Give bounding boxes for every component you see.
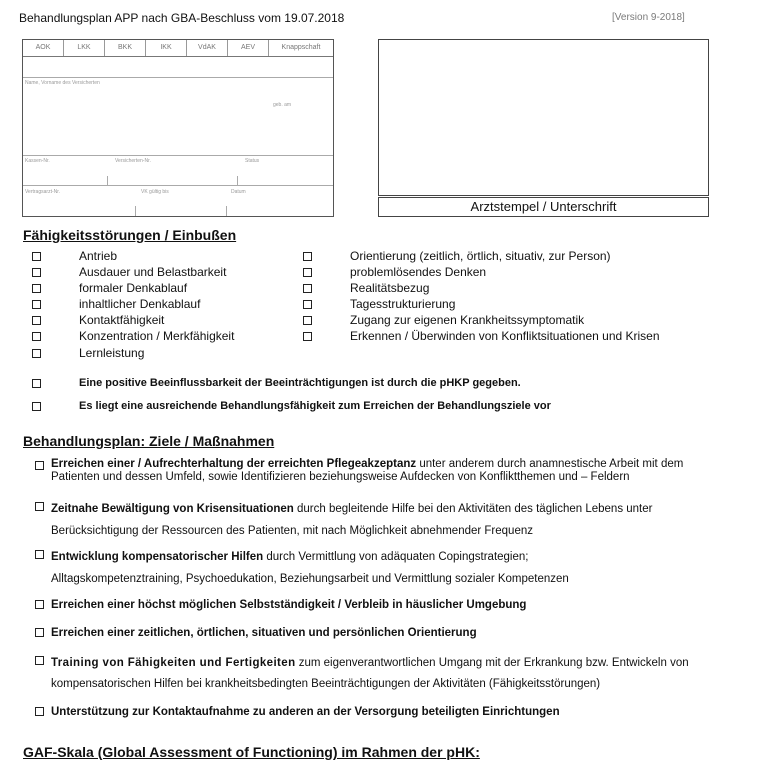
kasse-cell: IKK (146, 40, 187, 56)
checkbox[interactable] (35, 600, 44, 609)
list-item: Antrieb (79, 249, 118, 263)
list-item: Zugang zur eigenen Krankheitssymptomatik (350, 313, 585, 327)
goal-title: Unterstützung zur Kontaktaufnahme zu anderen an der Versorgung beteiligten Einrichtungen (51, 706, 560, 718)
list-item: problemlösendes Denken (350, 265, 487, 279)
checkbox[interactable] (35, 628, 44, 637)
divider (23, 185, 333, 186)
stamp-area (378, 39, 709, 196)
section-heading-faehigkeiten: Fähigkeitsstörungen / Einbußen (23, 227, 237, 243)
goal-pflegeakzeptanz (51, 458, 751, 484)
kassen-row (23, 40, 333, 57)
kasse-cell: LKK (64, 40, 105, 56)
divider (237, 176, 238, 185)
goal-selbststaendigkeit (51, 597, 751, 613)
goal-text: durch begleitende Hilfe bei den Aktivitäten des täglichen Lebens unter (293, 503, 653, 515)
statement-beeinflussbarkeit: Eine positive Beeinflussbarkeit der Beeinträchtigungen ist durch die pHKP gegeben. (79, 377, 521, 389)
goal-title: Entwicklung kompensatorischer Hilfen (51, 551, 264, 563)
goal-text: durch Vermittlung von adäquaten Copingstrategien; (263, 551, 529, 563)
goal-title: Zeitnahe Bewältigung von Krisensituationen (51, 503, 294, 515)
list-item: Ausdauer und Belastbarkeit (79, 265, 227, 279)
checkbox[interactable] (35, 656, 44, 665)
checkbox[interactable] (32, 268, 41, 277)
list-item: formaler Denkablauf (79, 281, 188, 295)
checkbox[interactable] (32, 379, 41, 388)
list-item: Tagesstrukturierung (350, 297, 456, 311)
checkbox[interactable] (35, 550, 44, 559)
kasse-cell: AEV (228, 40, 269, 56)
checkbox[interactable] (32, 332, 41, 341)
name-label: Name, Vorname des Versicherten (25, 80, 100, 86)
kasse-cell: BKK (105, 40, 146, 56)
vk-label: VK gültig bis (141, 189, 169, 195)
goal-title: Training von Fähigkeiten und Fertigkeiten (51, 657, 296, 669)
list-item: Lernleistung (79, 346, 145, 360)
checkbox[interactable] (303, 316, 312, 325)
goal-text: Alltagskompetenztraining, Psychoedukation, Beziehungsarbeit und Vermittlung sozialer Kompetenzen (51, 573, 569, 585)
checkbox[interactable] (32, 284, 41, 293)
checkbox[interactable] (303, 332, 312, 341)
goal-training (51, 653, 751, 695)
kasse-cell: Knappschaft (281, 44, 321, 51)
list-item: Realitätsbezug (350, 281, 430, 295)
status-label: Status (245, 158, 260, 164)
kasse-cell: VdAK (187, 40, 228, 56)
goal-text: Patienten und dessen Umfeld, sowie Identifizieren beziehungsweise Aufdecken von Konfliktthemen und – Feldern (51, 471, 630, 483)
section-heading-gaf: GAF-Skala (Global Assessment of Functioning) im Rahmen der pHK: (23, 744, 480, 760)
divider (23, 77, 333, 78)
versicherten-nr-label: Versicherten-Nr. (115, 158, 151, 164)
geb-label: geb. am (273, 102, 292, 108)
checkbox[interactable] (35, 502, 44, 511)
checkbox[interactable] (32, 316, 41, 325)
goal-title: Erreichen einer höchst möglichen Selbstständigkeit / Verbleib in häuslicher Umgebung (51, 599, 527, 611)
checkbox[interactable] (32, 349, 41, 358)
goal-kontaktaufnahme (51, 704, 751, 720)
checkbox[interactable] (303, 300, 312, 309)
checkbox[interactable] (32, 300, 41, 309)
goal-text: kompensatorischen Hilfen bei krankheitsbedingten Beeinträchtigungen der Aktivitäten (Fähigkeitsstörungen) (51, 678, 601, 690)
checkbox[interactable] (32, 252, 41, 261)
goal-krisenbewaeltigung (51, 498, 751, 542)
divider (226, 206, 227, 216)
insurance-form (22, 39, 334, 217)
goal-orientierung (51, 625, 751, 641)
goal-text: unter anderem durch anamnestische Arbeit mit dem (416, 458, 684, 470)
checkbox[interactable] (303, 284, 312, 293)
list-item: Konzentration / Merkfähigkeit (79, 329, 235, 343)
list-item: inhaltlicher Denkablauf (79, 297, 201, 311)
datum-label: Datum (231, 189, 246, 195)
goal-text: zum eigenverantwortlichen Umgang mit der Erkrankung bzw. Entwickeln von (295, 657, 689, 669)
document-title: Behandlungsplan APP nach GBA-Beschluss vom 19.07.2018 (19, 11, 345, 25)
version-label: [Version 9-2018] (612, 12, 685, 23)
goal-text: Berücksichtigung der Ressourcen des Patienten, mit nach Möglichkeit abnehmender Frequenz (51, 525, 533, 537)
checkbox[interactable] (35, 707, 44, 716)
divider (23, 155, 333, 156)
checkbox[interactable] (35, 461, 44, 470)
list-item: Kontaktfähigkeit (79, 313, 165, 327)
divider (135, 206, 136, 216)
stamp-caption: Arztstempel / Unterschrift (378, 197, 709, 217)
divider (107, 176, 108, 185)
goal-title: Erreichen einer / Aufrechterhaltung der erreichten Pflegeakzeptanz (51, 458, 417, 470)
checkbox[interactable] (303, 252, 312, 261)
checkbox[interactable] (303, 268, 312, 277)
checkbox[interactable] (32, 402, 41, 411)
vertragsarzt-label: Vertragsarzt-Nr. (25, 189, 61, 195)
goal-kompensatorische-hilfen (51, 546, 751, 590)
goal-title: Erreichen einer zeitlichen, örtlichen, situativen und persönlichen Orientierung (51, 627, 477, 639)
section-heading-behandlungsplan: Behandlungsplan: Ziele / Maßnahmen (23, 433, 275, 449)
list-item: Orientierung (zeitlich, örtlich, situativ, zur Person) (350, 249, 611, 263)
kassen-nr-label: Kassen-Nr. (25, 158, 50, 164)
list-item: Erkennen / Überwinden von Konfliktsituationen und Krisen (350, 329, 660, 343)
kasse-cell: AOK (23, 40, 64, 56)
statement-behandlungsfaehigkeit: Es liegt eine ausreichende Behandlungsfähigkeit zum Erreichen der Behandlungsziele vor (79, 400, 551, 412)
